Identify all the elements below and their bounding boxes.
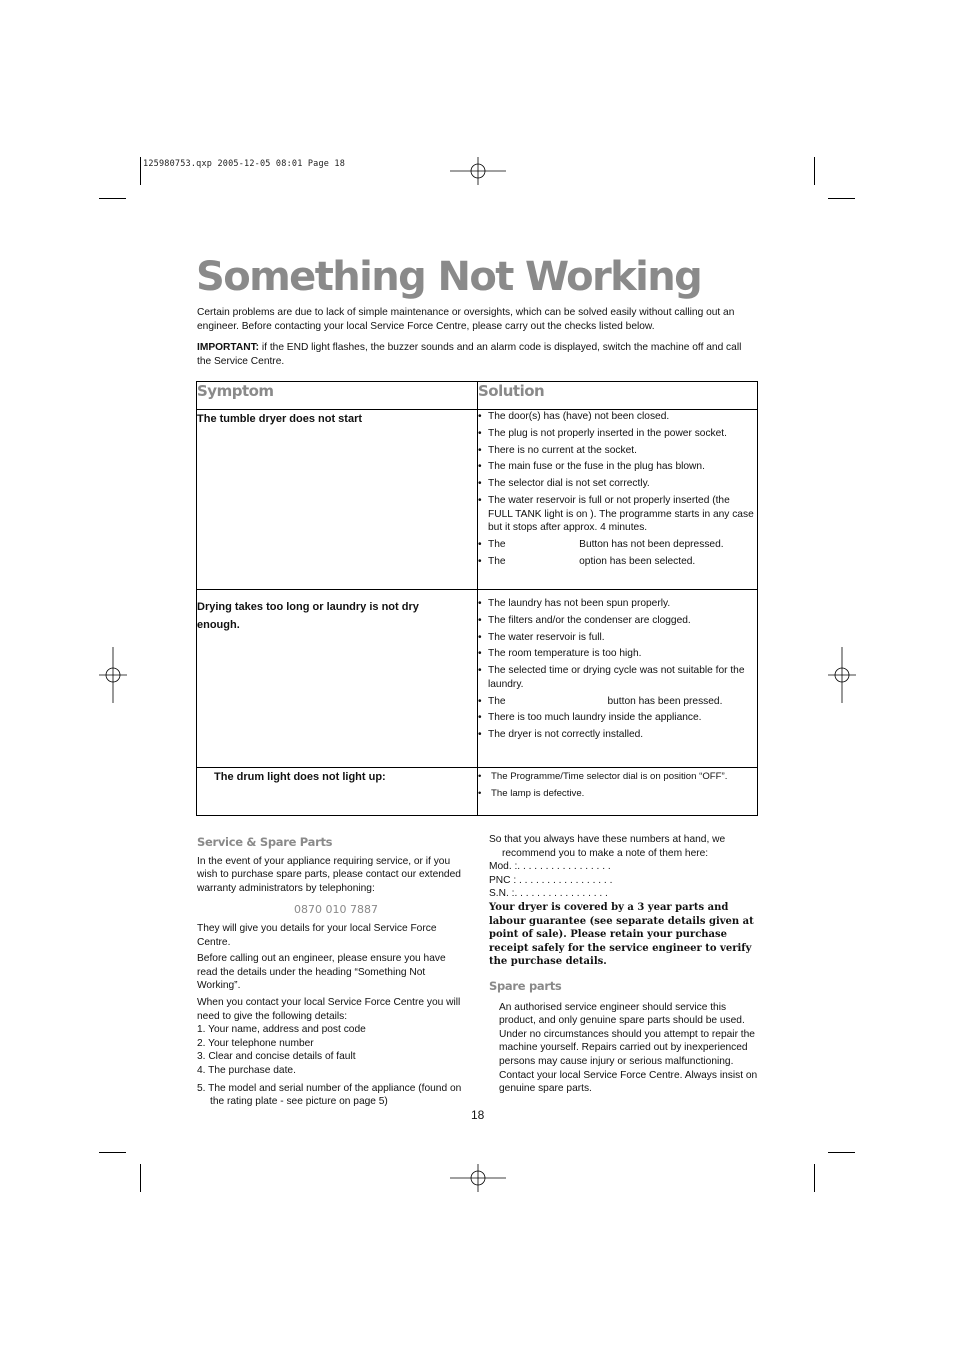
table-row [197, 768, 758, 816]
list-item: • There is too much laundry inside the appliance. [478, 711, 757, 725]
list-item: • The Programme/Time selector dial is on position “OFF”. [478, 770, 757, 784]
list-item: • There is no current at the socket. [478, 444, 757, 458]
printer-slug: 125980753.qxp 2005-12-05 08:01 Page 18 [143, 159, 346, 169]
notes-paragraph: So that you always have these numbers at hand, we recommend you to make a note of them here: [489, 834, 726, 859]
troubleshooting-table [196, 381, 758, 816]
registration-mark-bottom [450, 1164, 506, 1192]
list-item: • The Button has not been depressed. [478, 538, 757, 552]
crop-mark [828, 1152, 855, 1153]
table-header-row [197, 382, 758, 410]
crop-mark [140, 1164, 141, 1192]
pnc-line: PNC : . . . . . . . . . . . . . . . . . [489, 874, 613, 886]
service-heading: Service & Spare Parts [197, 835, 333, 849]
symptom-text: Drying takes too long or laundry is not dry enough. [197, 601, 419, 631]
registration-mark-top [450, 157, 506, 185]
solution-list [478, 597, 757, 742]
solution-cell [478, 410, 758, 590]
list-item: • The plug is not properly inserted in the power socket. [478, 427, 757, 441]
crop-mark [828, 198, 855, 199]
model-number-line: Mod. :. . . . . . . . . . . . . . . . . [489, 861, 611, 873]
list-item: 5. The model and serial number of the appliance (found on the rating plate - see picture on page 5) [197, 1082, 462, 1108]
registration-mark-right [828, 647, 856, 703]
list-item: • The door(s) has (have) not been closed. [478, 410, 757, 424]
symptom-header: Symptom [197, 382, 478, 410]
list-item: • The water reservoir is full. [478, 631, 757, 645]
page-number: 18 [471, 1108, 485, 1122]
service-section [197, 836, 465, 1109]
list-item: 2. Your telephone number [197, 1037, 314, 1049]
solution-header: Solution [478, 382, 758, 410]
symptom-cell: The drum light does not light up: [197, 768, 478, 816]
solution-cell [478, 590, 758, 768]
list-item: • The option has been selected. [478, 555, 757, 569]
guarantee-notice: Your dryer is covered by a 3 year parts and labour guarantee (see separate details given at point of sale). Please retain your purchase receipt safely for the service engineer to verify the purchase details. [489, 901, 754, 968]
details-list [197, 1023, 465, 1077]
service-paragraph: In the event of your appliance requiring service, or if you wish to purchase spare parts, please contact our extended warranty administrators by telephoning: [197, 855, 461, 894]
list-item: • The filters and/or the condenser are clogged. [478, 614, 757, 628]
crop-mark [814, 1164, 815, 1192]
table-row [197, 590, 758, 768]
solution-list [478, 770, 757, 800]
symptom-cell: The tumble dryer does not start [197, 410, 478, 590]
crop-mark [140, 157, 141, 185]
solution-cell [478, 768, 758, 816]
list-item: • The main fuse or the fuse in the plug has blown. [478, 460, 757, 474]
list-item: • The button has been pressed. [478, 695, 757, 709]
list-item: • The water reservoir is full or not properly inserted (the FULL TANK light is on ). The programme starts in any case but it stops after approx. 4 minutes. [478, 494, 757, 535]
service-paragraph: Before calling out an engineer, please ensure you have read the details under the heading “Something Not Working”. [197, 953, 446, 992]
important-label: IMPORTANT: [197, 342, 260, 354]
notes-section [489, 833, 759, 1096]
list-item: • The room temperature is too high. [478, 647, 757, 661]
symptom-cell [197, 590, 478, 768]
spare-parts-text: An authorised service engineer should service this product, and only genuine spare parts should be used. Under no circumstances should you attempt to repair the machine yourself. Repairs carried out by inexperienced persons may cause injury or serious malfunctioning. Contact your local Service Force Centre. Always insist on genuine spare parts. [499, 1001, 758, 1095]
solution-list [478, 410, 757, 568]
list-item: • The selector dial is not set correctly. [478, 477, 757, 491]
crop-mark [99, 1152, 126, 1153]
table-row [197, 410, 758, 590]
list-item: 3. Clear and concise details of fault [197, 1051, 356, 1063]
list-item: • The laundry has not been spun properly. [478, 597, 757, 611]
intro-paragraph: Certain problems are due to lack of simple maintenance or oversights, which can be solved easily without calling out an engineer. Before contacting your local Service Force Centre, please carry out the checks listed below. [197, 307, 735, 332]
crop-mark [99, 198, 126, 199]
registration-mark-left [99, 647, 127, 703]
page-title: Something Not Working [196, 254, 702, 300]
intro [197, 306, 757, 376]
serial-number-line: S.N. :. . . . . . . . . . . . . . . . . [489, 888, 608, 900]
list-item: 4. The purchase date. [197, 1064, 296, 1076]
important-note [197, 341, 757, 368]
spare-parts-heading: Spare parts [489, 978, 562, 993]
important-text: if the END light flashes, the buzzer sounds and an alarm code is displayed, switch the machine off and call the Service Centre. [197, 342, 742, 367]
service-phone-number: 0870 010 7887 [294, 903, 378, 917]
list-item: • The selected time or drying cycle was not suitable for the laundry. [478, 664, 757, 691]
list-item: • The lamp is defective. [478, 787, 757, 801]
service-paragraph: When you contact your local Service Force Centre you will need to give the following details: [197, 996, 461, 1022]
service-paragraph: They will give you details for your local Service Force Centre. [197, 922, 437, 948]
list-item: • The dryer is not correctly installed. [478, 728, 757, 742]
crop-mark [814, 157, 815, 185]
list-item: 1. Your name, address and post code [197, 1024, 366, 1036]
